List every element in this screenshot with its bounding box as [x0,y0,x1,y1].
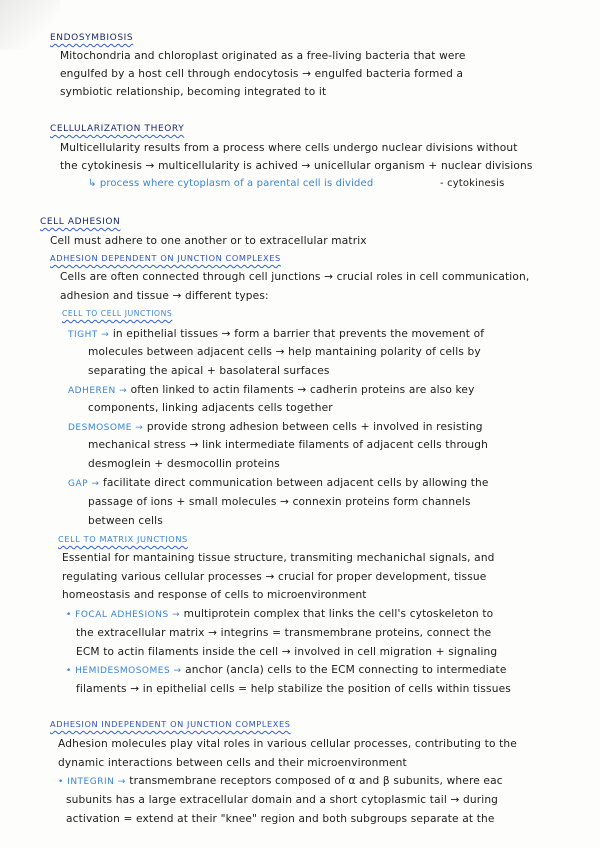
focal-label: • FOCAL ADHESIONS → [66,610,181,620]
text-line: components, linking adjacents cells together [88,402,333,414]
text-line: Multicellularity results from a process where cells undergo nuclear divisions without [60,142,518,154]
text-line: Cells are often connected through cell junctions → crucial roles in cell communication, [60,271,530,283]
heading-cellularization-theory: CELLULARIZATION THEORY [50,124,185,134]
text-line: filaments → in epithelial cells = help stabilize the position of cells within tissues [76,683,511,695]
adheren-junction-line: ADHEREN → often linked to actin filaments → cadherin proteins are also key [68,384,475,396]
desmosome-line: DESMOSOME → provide strong adhesion between cells + involved in resisting [68,421,483,433]
text-line: activation = extend at their "knee" region and both subgroups separate at the [66,813,495,825]
text-line: Adhesion molecules play vital roles in various cellular processes, contributing to the [58,738,517,750]
text-line: symbiotic relationship, becoming integrated to it [60,86,327,98]
text-line: Essential for mantaining tissue structure, transmiting mechanichal signals, and [62,552,495,564]
desmosome-label: DESMOSOME → [68,423,144,433]
heading-cell-to-cell: CELL TO CELL JUNCTIONS [62,309,173,318]
integrin-line: • INTEGRIN → transmembrane receptors composed of α and β subunits, where eac [58,775,503,787]
cytokinesis-note-tail: - cytokinesis [440,178,505,189]
text-line: desmoglein + desmocollin proteins [88,458,280,470]
text-line: the extracellular matrix → integrins = transmembrane proteins, connect the [76,627,492,639]
text-line: molecules between adjacent cells → help mantaining polarity of cells by [88,346,481,358]
focal-adhesions-line: • FOCAL ADHESIONS → multiprotein complex that links the cell's cytoskeleton to [66,608,494,620]
text-line: homeostasis and response of cells to microenvironment [62,589,367,601]
heading-cell-adhesion: CELL ADHESION [40,217,121,227]
integrin-label: • INTEGRIN → [58,777,126,787]
text-line: between cells [88,515,163,527]
text-line: passage of ions + small molecules → connexin proteins form channels [88,496,471,508]
gap-junction-line: GAP → facilitate direct communication between adjacent cells by allowing the [68,477,489,489]
cytokinesis-note: ↳ process where cytoplasm of a parental cell is divided [88,178,374,189]
tight-label: TIGHT → [68,330,110,340]
text-line: separating the apical + basolateral surfaces [88,365,330,377]
text-line: adhesion and tissue → different types: [60,290,269,302]
heading-endosymbiosis: ENDOSYMBIOSIS [50,33,134,43]
adheren-label: ADHEREN → [68,386,128,396]
hemidesmosomes-line: • HEMIDESMOSOMES → anchor (ancla) cells to the ECM connecting to intermediate [66,664,507,676]
text-line: engulfed by a host cell through endocytosis → engulfed bacteria formed a [60,68,464,80]
text-line: ECM to actin filaments inside the cell → involved in cell migration + signaling [76,646,498,658]
text-line: Cell must adhere to one another or to extracellular matrix [50,235,367,247]
text-line: regulating various cellular processes → crucial for proper development, tissue [62,571,487,583]
text-line: dynamic interactions between cells and their microenvironment [58,757,407,769]
heading-cell-to-matrix: CELL TO MATRIX JUNCTIONS [58,534,188,544]
heading-adhesion-independent: ADHESION INDEPENDENT ON JUNCTION COMPLEXES [50,719,291,729]
text-line: subunits has a large extracellular domain and a short cytoplasmic tail → during [66,794,499,806]
heading-adhesion-dependent: ADHESION DEPENDENT ON JUNCTION COMPLEXES [50,253,281,263]
hemi-label: • HEMIDESMOSOMES → [66,666,182,676]
text-line: the cytokinesis → multicellularity is achived → unicellular organism + nuclear divisions [60,160,533,172]
text-line: Mitochondria and chloroplast originated as a free-living bacteria that were [60,50,466,62]
gap-label: GAP → [68,479,100,489]
tight-junction-line: TIGHT → in epithelial tissues → form a barrier that prevents the movement of [68,328,485,340]
text-line: mechanical stress → link intermediate filaments of adjacent cells through [88,439,488,451]
